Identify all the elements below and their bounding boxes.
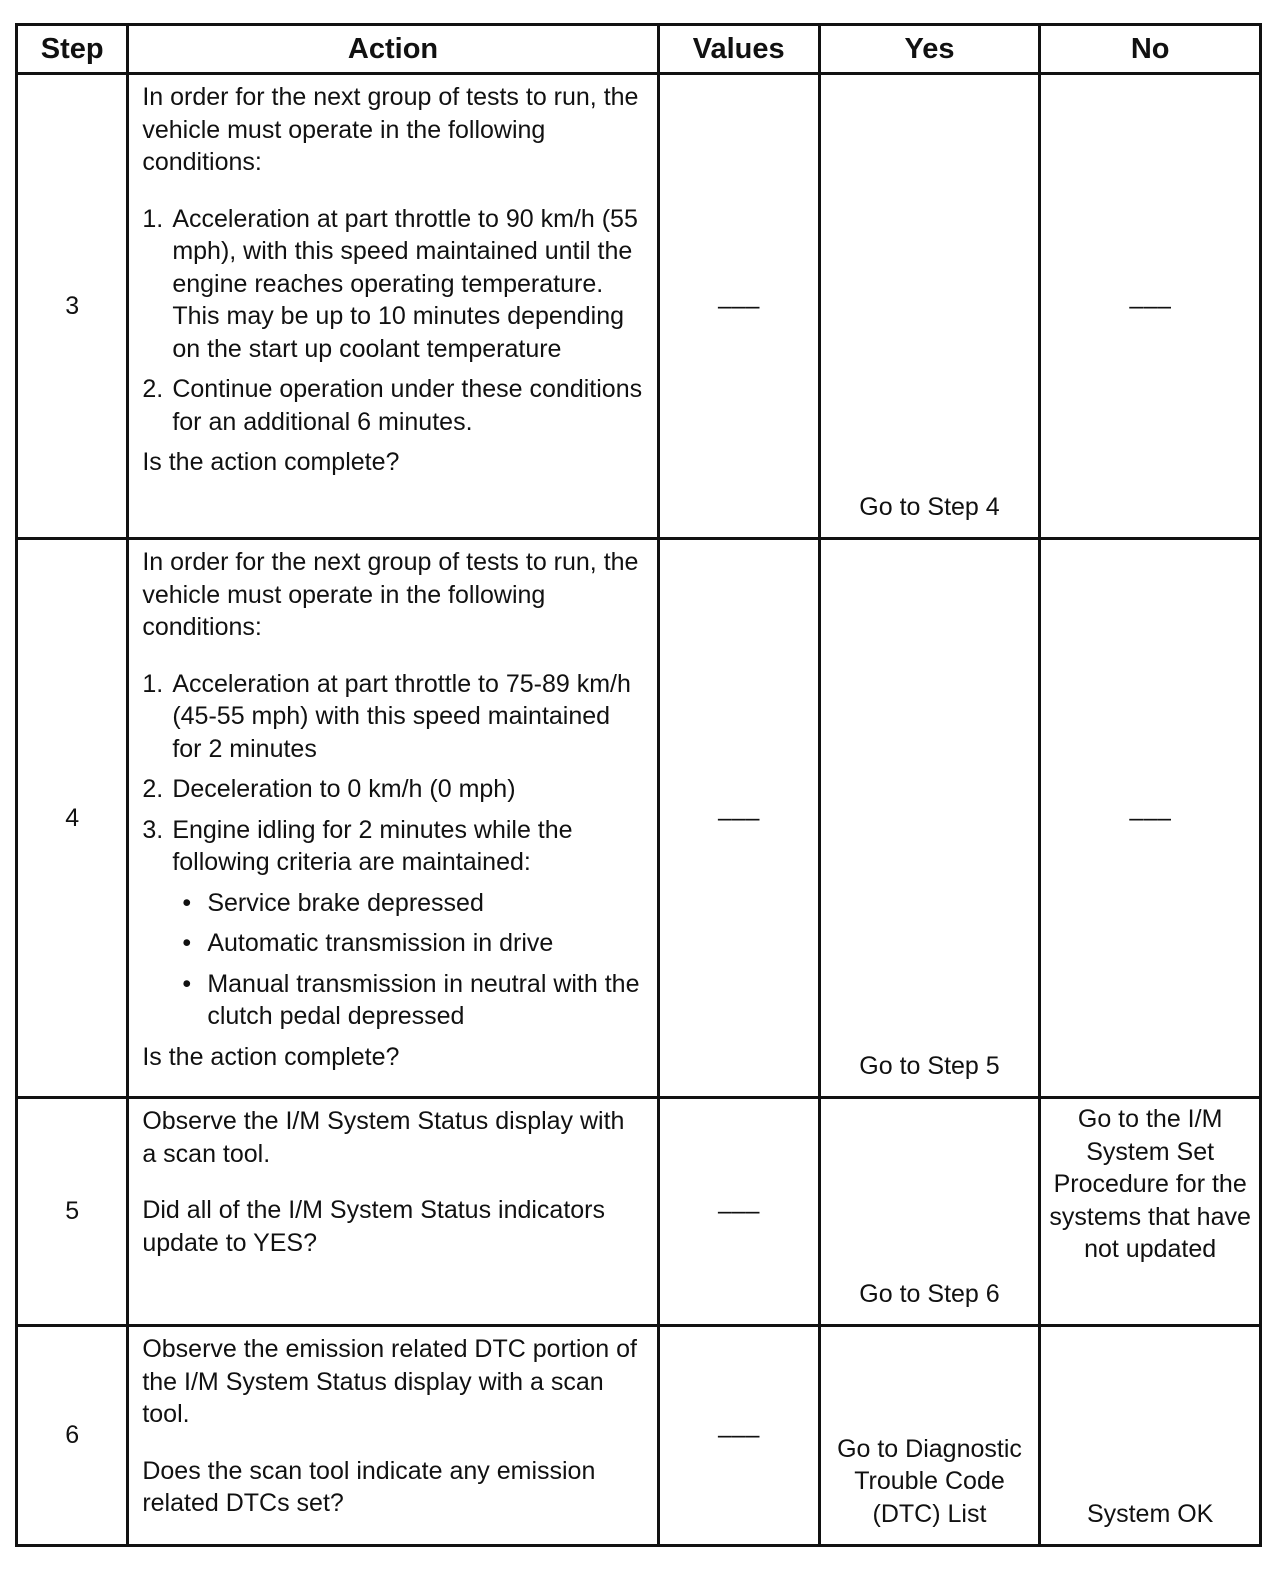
table-row (17, 74, 1261, 539)
action-cell (128, 1098, 658, 1326)
header-row (17, 25, 1261, 74)
header-yes: Yes (819, 25, 1040, 74)
bullet-text: Automatic transmission in drive (207, 929, 554, 957)
yes-cell: Go to Step 4 (819, 74, 1040, 539)
values-cell: ––– (658, 74, 819, 539)
step-number: 5 (17, 1098, 128, 1326)
item-text: Engine idling for 2 minutes while the following criteria are maintained: (172, 815, 573, 876)
bullet-icon: • (182, 888, 192, 917)
header-action: Action (128, 25, 658, 74)
table-row (17, 539, 1261, 1098)
no-cell: ––– (1040, 539, 1261, 1098)
diagnostic-table (15, 23, 1262, 1547)
list-item (142, 373, 644, 438)
bullet-icon: • (182, 969, 192, 998)
header-values: Values (658, 25, 819, 74)
item-text: Acceleration at part throttle to 75-89 km/h (45-55 mph) with this speed maintained for 2 minutes (172, 669, 631, 763)
action-cell (128, 74, 658, 539)
no-cell: System OK (1040, 1326, 1261, 1546)
list-item (142, 668, 644, 766)
action-cell (128, 1326, 658, 1546)
header-step: Step (17, 25, 128, 74)
action-steps (142, 203, 644, 439)
item-number: 2. (142, 775, 164, 803)
action-cell (128, 539, 658, 1098)
table-row (17, 1098, 1261, 1326)
bullet-item (172, 927, 644, 960)
step-number: 3 (17, 74, 128, 539)
bullet-icon: • (182, 929, 192, 957)
step-number: 6 (17, 1326, 128, 1546)
item-number: 1. (142, 204, 164, 233)
action-question: Is the action complete? (142, 1042, 400, 1071)
values-cell: ––– (658, 1326, 819, 1546)
item-text: Continue operation under these conditions for an additional 6 minutes. (172, 375, 643, 436)
bullet-text: Manual transmission in neutral with the clutch pedal depressed (207, 969, 640, 1030)
criteria-list (172, 887, 644, 1033)
action-intro: Observe the I/M System Status display with a scan tool. (142, 1107, 625, 1168)
list-item (142, 203, 644, 366)
action-steps (142, 668, 644, 1033)
bullet-text: Service brake depressed (207, 888, 484, 917)
values-cell: ––– (658, 539, 819, 1098)
no-cell: Go to the I/M System Set Procedure for the systems that have not updated (1040, 1098, 1261, 1326)
action-intro: In order for the next group of tests to run, the vehicle must operate in the following conditions: (142, 83, 639, 176)
bullet-item (172, 968, 644, 1033)
no-cell: ––– (1040, 74, 1261, 539)
item-number: 1. (142, 669, 164, 698)
action-question: Does the scan tool indicate any emission related DTCs set? (142, 1456, 596, 1517)
yes-cell: Go to Step 6 (819, 1098, 1040, 1326)
item-text: Acceleration at part throttle to 90 km/h (55 mph), with this speed maintained until the engine reaches operating temperature. This may be up to 10 minutes depending on the start up coolant temperature (172, 204, 638, 363)
bullet-item (172, 887, 644, 920)
table-row (17, 1326, 1261, 1546)
item-number: 3. (142, 815, 164, 844)
action-question: Did all of the I/M System Status indicators update to YES? (142, 1196, 606, 1257)
item-text: Deceleration to 0 km/h (0 mph) (172, 775, 516, 803)
yes-cell: Go to Diagnostic Trouble Code (DTC) List (819, 1326, 1040, 1546)
step-number: 4 (17, 539, 128, 1098)
header-no: No (1040, 25, 1261, 74)
values-cell: ––– (658, 1098, 819, 1326)
action-intro: In order for the next group of tests to run, the vehicle must operate in the following conditions: (142, 548, 639, 641)
list-item (142, 773, 644, 806)
item-number: 2. (142, 375, 164, 403)
action-intro: Observe the emission related DTC portion of the I/M System Status display with a scan tool. (142, 1335, 637, 1428)
yes-cell: Go to Step 5 (819, 539, 1040, 1098)
list-item (142, 814, 644, 1033)
action-question: Is the action complete? (142, 448, 400, 476)
